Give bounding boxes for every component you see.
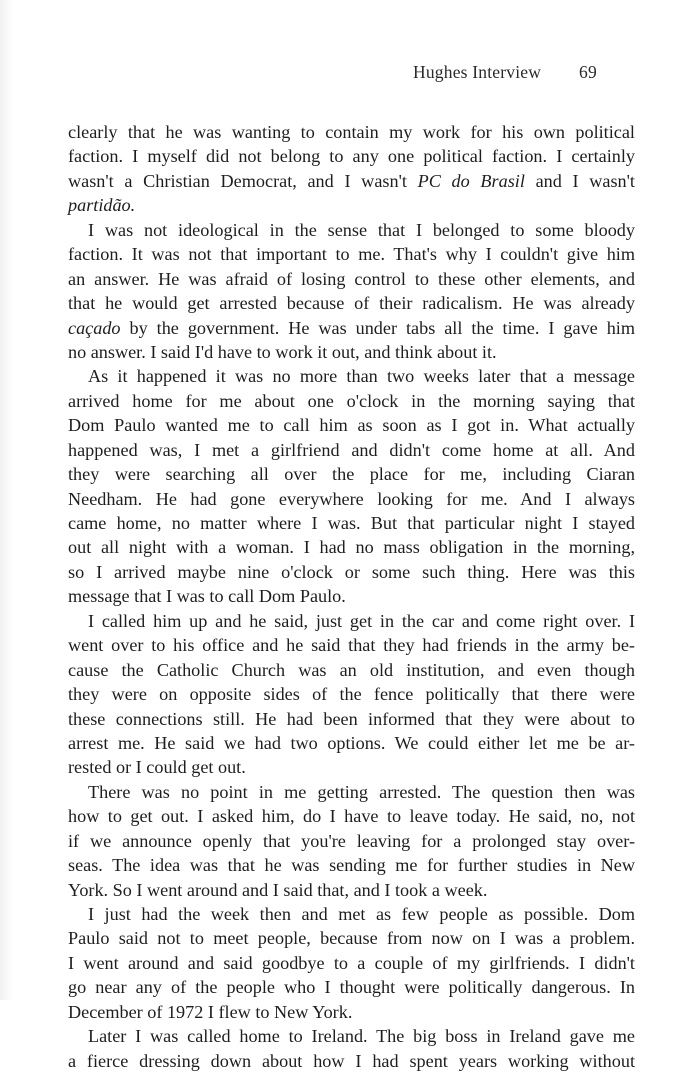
text-line: go near any of the people who I thought were politically dangerous. In <box>68 977 635 998</box>
text-run: wasn't a Christian Democrat, and I wasn't <box>68 170 418 191</box>
paragraph-first-line: There was no point in me getting arrested. The question then was <box>88 781 635 802</box>
text-line: rested or I could get out. <box>68 757 246 778</box>
text-line: Needham. He had gone everywhere looking for me. And I always <box>68 488 635 509</box>
italic-term: PC do Brasil <box>417 170 525 191</box>
text-run: by the government. He was under tabs all the time. I gave him <box>120 317 635 338</box>
page-number: 69 <box>579 62 597 82</box>
text-line: an answer. He was afraid of losing control to these other elements, and <box>68 268 635 289</box>
text-line: so I arrived maybe nine o'clock or some such thing. Here was this <box>68 561 635 582</box>
text-run: and I wasn't <box>524 170 635 191</box>
paragraph-first-line: Later I was called home to Ireland. The big boss in Ireland gave me <box>88 1026 635 1047</box>
text-line: faction. It was not that important to me. That's why I couldn't give him <box>68 244 635 265</box>
italic-term: partidão. <box>68 195 136 216</box>
text-line: they were searching all over the place for me, including Ciaran <box>68 464 635 485</box>
text-line: message that I was to call Dom Paulo. <box>68 586 346 607</box>
text-line <box>68 169 635 193</box>
text-line: came home, no matter where I was. But that particular night I stayed <box>68 513 635 533</box>
text-line: faction. I myself did not belong to any one political faction. I certainly <box>68 146 635 167</box>
text-line: clearly that he was wanting to contain my work for his own political <box>68 122 635 142</box>
text-line: these connections still. He had been informed that they were about to <box>68 708 635 729</box>
paragraph-first-line: I just had the week then and met as few people as possible. Dom <box>88 904 635 924</box>
text-line: York. So I went around and I said that, and I took a week. <box>68 879 488 900</box>
text-line: I went around and said goodbye to a couple of my girlfriends. I didn't <box>68 952 635 973</box>
text-line: arrived home for me about one o'clock in the morning saying that <box>68 390 635 411</box>
paragraph-first-line: I called him up and he said, just get in the car and come right over. I <box>88 610 635 631</box>
running-head-title: Hughes Interview <box>413 62 542 82</box>
paragraph-first-line: As it happened it was no more than two weeks later that a message <box>88 366 635 387</box>
text-line: went over to his office and he said that they had friends in the army be- <box>68 635 635 656</box>
text-line: out all night with a woman. I had no mass obligation in the morning, <box>68 537 635 558</box>
text-line: cause the Catholic Church was an old institution, and even though <box>68 659 635 680</box>
page-edge-shadow <box>0 0 14 1000</box>
text-line <box>68 193 635 217</box>
text-line: Paulo said not to meet people, because from now on I was a problem. <box>68 928 635 949</box>
text-line: no answer. I said I'd have to work it out, and think about it. <box>68 341 497 362</box>
text-line: if we announce openly that you're leaving for a prolonged stay over- <box>68 830 635 851</box>
text-line: that he would get arrested because of their radicalism. He was already <box>68 293 635 314</box>
text-line: they were on opposite sides of the fence politically that there were <box>68 684 635 705</box>
text-line: December of 1972 I flew to New York. <box>68 1001 353 1022</box>
text-line: a fierce dressing down about how I had spent years working without <box>68 1050 635 1071</box>
text-line: how to get out. I asked him, do I have to leave today. He said, no, not <box>68 806 635 827</box>
text-line: Dom Paulo wanted me to call him as soon as I got in. What actually <box>68 415 635 436</box>
body-text <box>68 120 635 1073</box>
text-line: happened was, I met a girlfriend and didn't come home at all. And <box>68 439 635 460</box>
text-line <box>68 316 635 340</box>
text-line: arrest me. He said we had two options. We could either let me be ar- <box>68 732 635 753</box>
italic-term: caçado <box>68 317 121 338</box>
running-head <box>413 62 643 86</box>
text-line: seas. The idea was that he was sending me for further studies in New <box>68 855 635 876</box>
paragraph-first-line: I was not ideological in the sense that I belonged to some bloody <box>88 219 635 240</box>
